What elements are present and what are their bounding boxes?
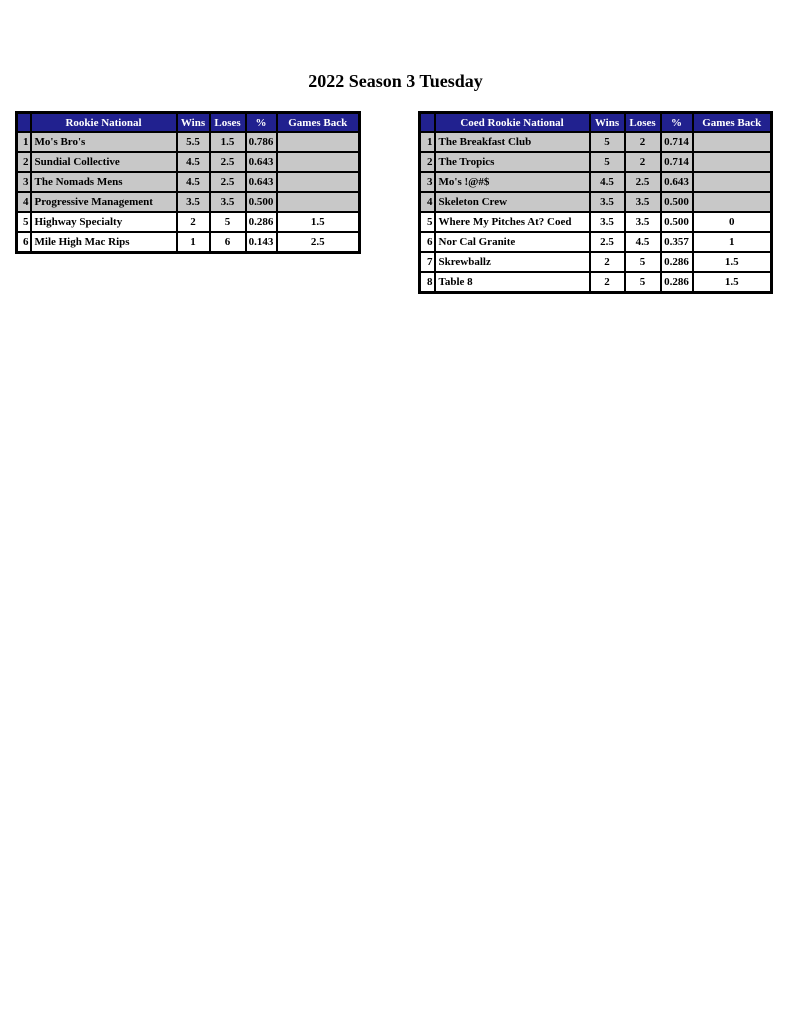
loses-cell: 5 xyxy=(210,212,246,232)
pct-cell: 0.714 xyxy=(661,152,693,172)
table-row xyxy=(420,232,772,252)
pct-cell: 0.643 xyxy=(661,172,693,192)
table-row xyxy=(17,172,360,192)
loses-cell: 3.5 xyxy=(210,192,246,212)
table-row xyxy=(420,152,772,172)
table-header-row xyxy=(17,113,360,133)
rank-cell: 1 xyxy=(420,132,435,152)
games-back-column-header: Games Back xyxy=(693,113,772,133)
rank-column-header xyxy=(17,113,31,133)
rank-cell: 1 xyxy=(17,132,31,152)
rank-cell: 5 xyxy=(17,212,31,232)
rank-cell: 4 xyxy=(420,192,435,212)
team-name-cell: Where My Pitches At? Coed xyxy=(435,212,590,232)
loses-cell: 3.5 xyxy=(625,212,661,232)
rank-cell: 3 xyxy=(17,172,31,192)
games-back-cell: 1.5 xyxy=(693,272,772,293)
games-back-cell: 2.5 xyxy=(277,232,360,253)
wins-cell: 3.5 xyxy=(590,212,625,232)
games-back-cell xyxy=(277,192,360,212)
wins-cell: 5 xyxy=(590,132,625,152)
games-back-cell xyxy=(277,172,360,192)
loses-cell: 2 xyxy=(625,152,661,172)
table-row xyxy=(17,132,360,152)
team-name-cell: Skeleton Crew xyxy=(435,192,590,212)
pct-cell: 0.643 xyxy=(246,172,277,192)
team-name-cell: Table 8 xyxy=(435,272,590,293)
loses-cell: 5 xyxy=(625,252,661,272)
wins-cell: 2 xyxy=(590,272,625,293)
division-name-header: Rookie National xyxy=(31,113,177,133)
table-row xyxy=(17,232,360,253)
wins-column-header: Wins xyxy=(177,113,210,133)
team-name-cell: The Nomads Mens xyxy=(31,172,177,192)
standings-table-coed-rookie-national xyxy=(418,111,773,294)
table-row xyxy=(17,212,360,232)
loses-column-header: Loses xyxy=(210,113,246,133)
loses-column-header: Loses xyxy=(625,113,661,133)
team-name-cell: The Tropics xyxy=(435,152,590,172)
team-name-cell: The Breakfast Club xyxy=(435,132,590,152)
rank-cell: 2 xyxy=(420,152,435,172)
wins-column-header: Wins xyxy=(590,113,625,133)
games-back-cell xyxy=(693,132,772,152)
table-row xyxy=(420,192,772,212)
loses-cell: 6 xyxy=(210,232,246,253)
pct-column-header: % xyxy=(246,113,277,133)
games-back-cell xyxy=(693,192,772,212)
rank-cell: 8 xyxy=(420,272,435,293)
rank-cell: 4 xyxy=(17,192,31,212)
loses-cell: 1.5 xyxy=(210,132,246,152)
rank-cell: 5 xyxy=(420,212,435,232)
wins-cell: 2 xyxy=(177,212,210,232)
pct-cell: 0.286 xyxy=(661,272,693,293)
wins-cell: 1 xyxy=(177,232,210,253)
pct-cell: 0.786 xyxy=(246,132,277,152)
team-name-cell: Mo's Bro's xyxy=(31,132,177,152)
loses-cell: 3.5 xyxy=(625,192,661,212)
pct-cell: 0.357 xyxy=(661,232,693,252)
pct-cell: 0.286 xyxy=(246,212,277,232)
games-back-cell: 0 xyxy=(693,212,772,232)
pct-cell: 0.143 xyxy=(246,232,277,253)
team-name-cell: Nor Cal Granite xyxy=(435,232,590,252)
loses-cell: 2.5 xyxy=(210,172,246,192)
table-row xyxy=(420,132,772,152)
table-row xyxy=(420,172,772,192)
games-back-cell: 1.5 xyxy=(693,252,772,272)
rank-cell: 6 xyxy=(420,232,435,252)
games-back-cell xyxy=(693,172,772,192)
pct-column-header: % xyxy=(661,113,693,133)
rank-cell: 6 xyxy=(17,232,31,253)
games-back-cell: 1 xyxy=(693,232,772,252)
table-row xyxy=(17,152,360,172)
loses-cell: 2.5 xyxy=(210,152,246,172)
pct-cell: 0.714 xyxy=(661,132,693,152)
loses-cell: 2 xyxy=(625,132,661,152)
wins-cell: 4.5 xyxy=(177,152,210,172)
loses-cell: 5 xyxy=(625,272,661,293)
table-row xyxy=(17,192,360,212)
games-back-cell xyxy=(277,132,360,152)
pct-cell: 0.286 xyxy=(661,252,693,272)
games-back-cell xyxy=(693,152,772,172)
loses-cell: 4.5 xyxy=(625,232,661,252)
team-name-cell: Skrewballz xyxy=(435,252,590,272)
wins-cell: 3.5 xyxy=(590,192,625,212)
pct-cell: 0.500 xyxy=(661,192,693,212)
division-name-header: Coed Rookie National xyxy=(435,113,590,133)
wins-cell: 5 xyxy=(590,152,625,172)
pct-cell: 0.500 xyxy=(246,192,277,212)
table-row xyxy=(420,212,772,232)
wins-cell: 2 xyxy=(590,252,625,272)
wins-cell: 3.5 xyxy=(177,192,210,212)
wins-cell: 5.5 xyxy=(177,132,210,152)
loses-cell: 2.5 xyxy=(625,172,661,192)
rank-cell: 3 xyxy=(420,172,435,192)
team-name-cell: Sundial Collective xyxy=(31,152,177,172)
team-name-cell: Highway Specialty xyxy=(31,212,177,232)
team-name-cell: Mo's !@#$ xyxy=(435,172,590,192)
team-name-cell: Progressive Management xyxy=(31,192,177,212)
table-header-row xyxy=(420,113,772,133)
rank-cell: 7 xyxy=(420,252,435,272)
wins-cell: 2.5 xyxy=(590,232,625,252)
table-row xyxy=(420,272,772,293)
wins-cell: 4.5 xyxy=(590,172,625,192)
games-back-column-header: Games Back xyxy=(277,113,360,133)
team-name-cell: Mile High Mac Rips xyxy=(31,232,177,253)
games-back-cell xyxy=(277,152,360,172)
pct-cell: 0.643 xyxy=(246,152,277,172)
standings-table-rookie-national xyxy=(15,111,361,254)
rank-cell: 2 xyxy=(17,152,31,172)
pct-cell: 0.500 xyxy=(661,212,693,232)
table-row xyxy=(420,252,772,272)
page-title: 2022 Season 3 Tuesday xyxy=(308,71,483,91)
rank-column-header xyxy=(420,113,435,133)
games-back-cell: 1.5 xyxy=(277,212,360,232)
wins-cell: 4.5 xyxy=(177,172,210,192)
